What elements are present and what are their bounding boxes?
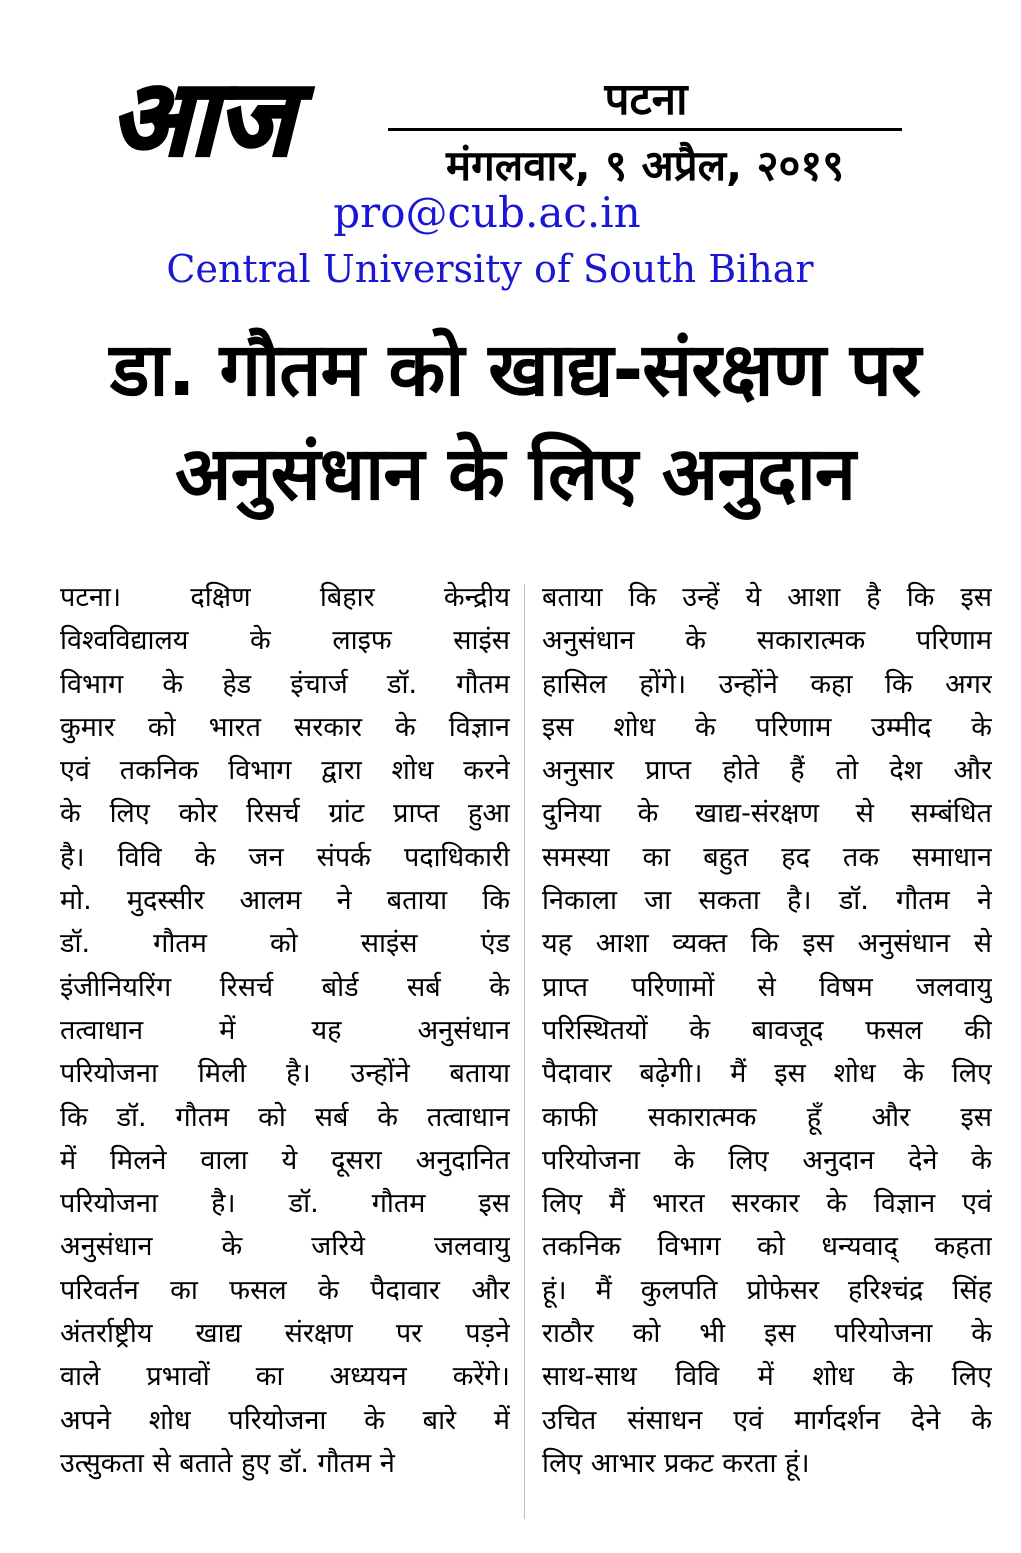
article-line: विभाग के हेड इंचार्ज डॉ. गौतम [60, 668, 510, 700]
newspaper-logo [72, 62, 332, 170]
article-line: हूं। मैं कुलपति प्रोफेसर हरिश्चंद्र सिंह [542, 1274, 992, 1306]
article-line: प्राप्त परिणामों से विषम जलवायु [542, 971, 992, 1003]
article-line: लिए आभार प्रकट करता हूं। [542, 1447, 810, 1479]
article-line: विश्वविद्यालय के लाइफ साइंस [60, 625, 510, 657]
article-line: अंतर्राष्ट्रीय खाद्य संरक्षण पर पड़ने [60, 1318, 510, 1350]
article-line: बताया कि उन्हें ये आशा है कि इस [542, 582, 992, 613]
article-line: वाले प्रभावों का अध्ययन करेंगे। [60, 1361, 510, 1393]
article-line: अनुसार प्राप्त होते हैं तो देश और [542, 755, 992, 787]
article-line: कुमार को भारत सरकार के विज्ञान [60, 711, 510, 743]
stamp-university: Central University of South Bihar [166, 247, 814, 291]
masthead-rule [388, 128, 902, 131]
article-line: साथ-साथ विवि में शोध के लिए [542, 1361, 992, 1393]
article-line: यह आशा व्यक्त कि इस अनुसंधान से [542, 928, 992, 960]
article-column-left [60, 576, 510, 1485]
article-line: परिस्थितयों के बावजूद फसल की [542, 1014, 992, 1046]
article-line: उचित संसाधन एवं मार्गदर्शन देने के [542, 1404, 992, 1436]
article-line: अनुसंधान के सकारात्मक परिणाम [542, 625, 992, 657]
article-line: के लिए कोर रिसर्च ग्रांट प्राप्त हुआ [60, 798, 510, 830]
stamp-email: pro@cub.ac.in [333, 188, 641, 237]
column-divider [524, 584, 525, 1519]
headline-line-2: अनुसंधान के लिए अनुदान [175, 431, 855, 517]
edition-city: पटना [604, 74, 688, 125]
article-line: इंजीनियरिंग रिसर्च बोर्ड सर्ब के [60, 971, 510, 1003]
article-line: लिए मैं भारत सरकार के विज्ञान एवं [542, 1188, 992, 1220]
article-line: डॉ. गौतम को साइंस एंड [60, 928, 510, 960]
headline-line-1: डा. गौतम को खाद्य-संरक्षण पर [109, 327, 921, 413]
article-line: हासिल होंगे। उन्होंने कहा कि अगर [542, 668, 992, 700]
article-line: मो. मुदस्सीर आलम ने बताया कि [60, 885, 510, 917]
article-line: तकनिक विभाग को धन्यवाद् कहता [542, 1231, 992, 1263]
article-line: पैदावार बढ़ेगी। मैं इस शोध के लिए [542, 1058, 992, 1090]
article-line: काफी सकारात्मक हूँ और इस [542, 1101, 992, 1133]
edition-date: मंगलवार, ९ अप्रैल, २०१९ [445, 141, 845, 190]
article-line: तत्वाधान में यह अनुसंधान [60, 1014, 510, 1046]
article-line: परिवर्तन का फसल के पैदावार और [60, 1274, 510, 1306]
article-line: एवं तकनिक विभाग द्वारा शोध करने [60, 755, 510, 787]
article-line: समस्या का बहुत हद तक समाधान [542, 841, 992, 873]
article-line: दुनिया के खाद्य-संरक्षण से सम्बंधित [542, 798, 992, 830]
article-line: अपने शोध परियोजना के बारे में [60, 1404, 510, 1436]
article-line: पटना। दक्षिण बिहार केन्द्रीय [60, 582, 510, 613]
article-line: अनुसंधान के जरिये जलवायु [60, 1231, 510, 1263]
article-headline [40, 318, 990, 526]
article-line: राठौर को भी इस परियोजना के [542, 1318, 992, 1350]
article-line: परियोजना है। डॉ. गौतम इस [60, 1188, 510, 1220]
article-line: परियोजना मिली है। उन्होंने बताया [60, 1058, 510, 1090]
article-line: उत्सुकता से बताते हुए डॉ. गौतम ने [60, 1447, 395, 1479]
article-line: है। विवि के जन संपर्क पदाधिकारी [60, 841, 510, 873]
article-line: परियोजना के लिए अनुदान देने के [542, 1144, 992, 1176]
article-line: इस शोध के परिणाम उम्मीद के [542, 711, 992, 743]
article-column-right [542, 576, 992, 1485]
article-line: कि डॉ. गौतम को सर्ब के तत्वाधान [60, 1101, 510, 1133]
article-line: में मिलने वाला ये दूसरा अनुदानित [60, 1144, 510, 1176]
logo-text: आज [110, 62, 294, 170]
article-line: निकाला जा सकता है। डॉ. गौतम ने [542, 885, 992, 917]
